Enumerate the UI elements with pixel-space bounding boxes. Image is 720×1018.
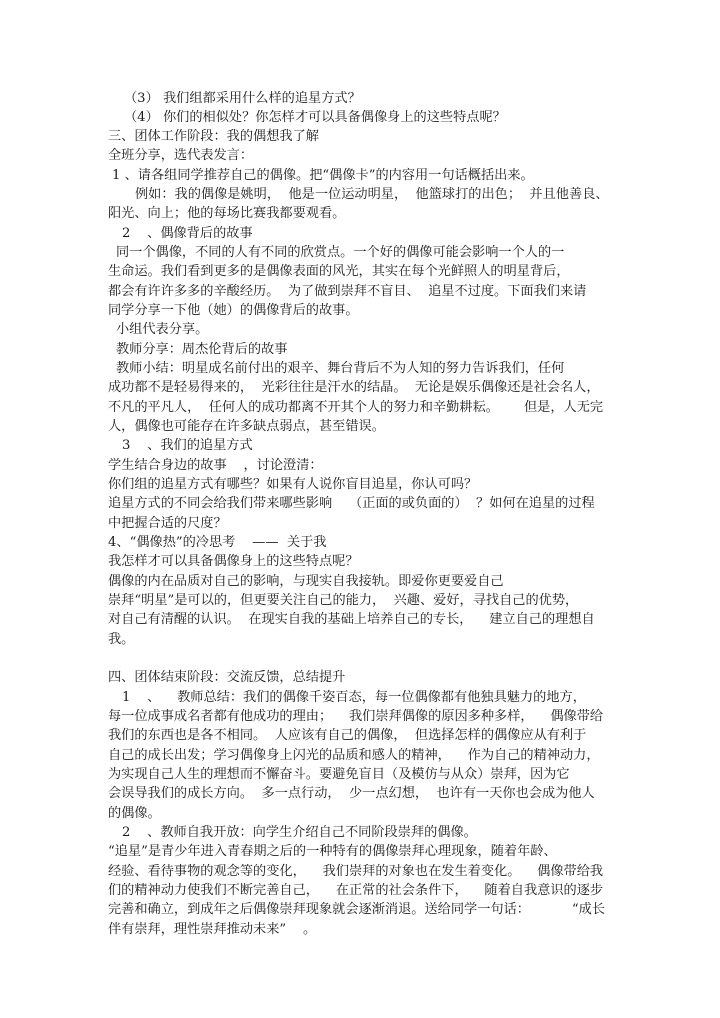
text-line-35: 为实现自己人生的理想而不懈奋斗。要避免盲目（及模仿与从众）崇拜，因为它 bbox=[108, 767, 570, 782]
text-line-26: 偶像的内在品质对自己的影响，与现实自我接轨。即爱你更要爱自己 bbox=[108, 574, 504, 589]
text-line-27: 崇拜“明星”是可以的，但更要关注自己的能力， 兴趣、爱好，寻找自己的优势， bbox=[108, 593, 579, 608]
text-line-38: 2 、教师自我开放：向学生介绍自己不同阶段崇拜的偶像。 bbox=[122, 825, 477, 840]
text-line-28: 对自己有清醒的认识。 在现实自我的基础上培养自己的专长， 建立自己的理想自 bbox=[108, 612, 595, 627]
text-line-6: 例如：我的偶像是姚明， 他是一位运动明星， 他篮球打的出色； 并且他善良、 bbox=[135, 187, 609, 202]
text-line-17: 不凡的平凡人， 任何人的成功都离不开其个人的努力和辛勤耕耘。 但是，人无完 bbox=[108, 400, 604, 415]
text-line-5: 1 、请各组同学推荐自己的偶像。把“偶像卡”的内容用一句话概括出来。 bbox=[112, 168, 534, 183]
text-line-25: 我怎样才可以具备偶像身上的这些特点呢？ bbox=[108, 554, 359, 569]
text-line-37: 的偶像。 bbox=[108, 806, 161, 821]
subheading-reflection: 4、“偶像热”的冷思考 —— 关于我 bbox=[108, 535, 327, 550]
text-line-2: （4） 你们的相似处？你怎样才可以具备偶像身上的这些特点呢？ bbox=[124, 110, 506, 125]
section-heading-4: 四、团体结束阶段：交流反馈，总结提升 bbox=[108, 670, 346, 685]
subheading-fan-style: 3 、我们的追星方式 bbox=[122, 438, 253, 453]
section-heading-3: 三、团体工作阶段：我的偶想我了解 bbox=[108, 129, 319, 144]
text-line-11: 都会有许许多多的辛酸经历。 为了做到崇拜不盲目、 追星不过度。下面我们来请 bbox=[108, 284, 587, 299]
text-line-15: 教师小结：明星成名前付出的艰辛、舞台背后不为人知的努力告诉我们，任何 bbox=[116, 361, 565, 376]
text-line-10: 生命运。我们看到更多的是偶像表面的风光，其实在每个光鲜照人的明星背后， bbox=[108, 264, 570, 279]
text-line-14: 教师分享：周杰伦背后的故事 bbox=[116, 342, 288, 357]
text-line-34: 自己的成长出发；学习偶像身上闪光的品质和感人的精神， 作为自己的精神动力， bbox=[108, 748, 600, 763]
subheading-story: 2 、偶像背后的故事 bbox=[122, 226, 253, 241]
text-line-4: 全班分享，选代表发言： bbox=[108, 148, 254, 163]
text-line-18: 人，偶像也可能存在许多缺点弱点，甚至错误。 bbox=[108, 419, 385, 434]
text-line-7: 阳光、向上；他的每场比赛我都要观看。 bbox=[108, 206, 346, 221]
text-line-42: 完善和确立，到成年之后偶像崇拜现象就会逐渐消退。送给同学一句话： “成长 bbox=[108, 902, 606, 917]
text-line-41: 们的精神动力使我们不断完善自己， 在正常的社会条件下， 随着自我意识的逐步 bbox=[108, 883, 604, 898]
text-line-23: 中把握合适的尺度？ bbox=[108, 516, 227, 531]
text-line-31: 1 、 教师总结：我们的偶像千姿百态，每一位偶像都有他独具魅力的地方， bbox=[122, 690, 586, 705]
text-line-20: 学生结合身边的故事 ，讨论澄清： bbox=[108, 458, 323, 473]
text-line-9: 同一个偶像，不同的人有不同的欣赏点。一个好的偶像可能会影响一个人的一 bbox=[116, 245, 565, 260]
text-line-1: （3） 我们组都采用什么样的追星方式？ bbox=[124, 91, 361, 106]
text-line-32: 每一位成事成名者都有他成功的理由； 我们崇拜偶像的原因多种多样， 偶像带给 bbox=[108, 709, 604, 724]
text-line-16: 成功都不是轻易得来的， 光彩往往是汗水的结晶。 无论是娱乐偶像还是社会名人， bbox=[108, 380, 600, 395]
text-line-29: 我。 bbox=[108, 632, 135, 647]
text-line-12: 同学分享一下他（她）的偶像背后的故事。 bbox=[108, 303, 359, 318]
text-line-43: 伴有崇拜，理性崇拜推动未来” 。 bbox=[108, 922, 317, 937]
text-line-33: 我们的东西也是各不相同。 人应该有自己的偶像， 但选择怎样的偶像应从有利于 bbox=[108, 728, 587, 743]
text-line-13: 小组代表分享。 bbox=[116, 322, 209, 337]
text-line-36: 会误导我们的成长方向。 多一点行动， 少一点幻想， 也许有一天你也会成为他人 bbox=[108, 786, 595, 801]
text-line-40: 经验、看待事物的观念等的变化， 我们崇拜的对象也在发生着变化。 偶像带给我 bbox=[108, 864, 604, 879]
text-line-39: “追星”是青少年进入青春期之后的一种特有的偶像崇拜心理现象，随着年龄、 bbox=[108, 844, 557, 859]
text-line-22: 追星方式的不同会给我们带来哪些影响 （正面的或负面的） ？如何在追星的过程 bbox=[108, 496, 595, 511]
text-line-21: 你们组的追星方式有哪些？如果有人说你盲目追星，你认可吗？ bbox=[108, 477, 478, 492]
